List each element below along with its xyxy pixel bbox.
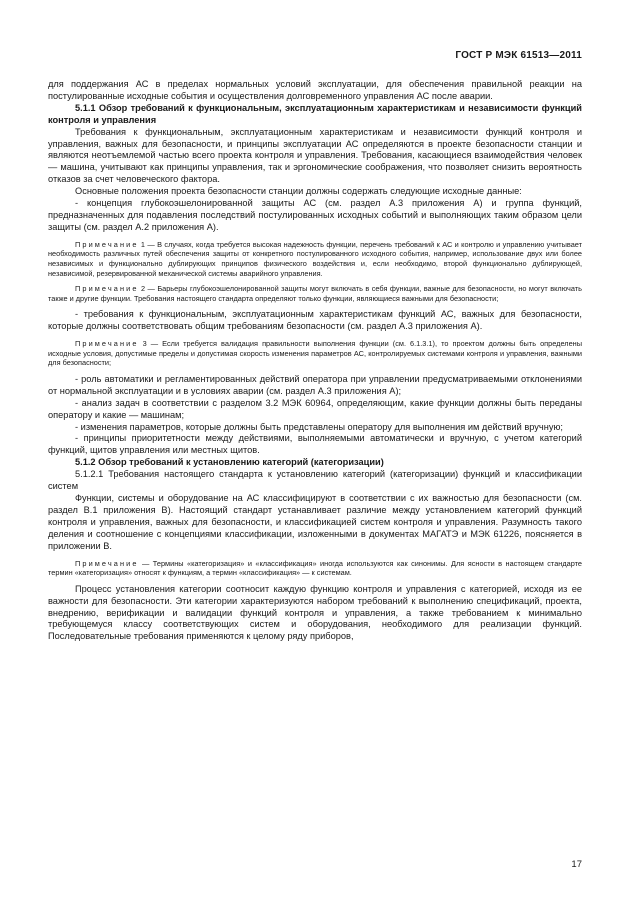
note-label: Примечание <box>75 339 139 349</box>
note-text: 1 — В случаях, когда требуется высокая надежность функции, перечень требований к АС и контролю и управлению учитывает необходимость различных путей обеспечения защиты от конкретного постулированного исходного события, например, использование двух или более независимых и функционально дублирующих принципов физического воздействия и, если необходимо, второй функционально дублирующей, независимой, резервированной механической системы аварийного управления. <box>48 239 582 278</box>
section-heading-5-1-1: 5.1.1 Обзор требований к функциональным, эксплуатационным характеристикам и независимости функций контроля и управления <box>48 102 582 125</box>
standard-header: ГОСТ Р МЭК 61513—2011 <box>455 50 582 61</box>
list-item-task-analysis: - анализ задач в соответствии с разделом 3.2 МЭК 60964, определяющим, какие функции должны быть переданы оператору и какие — машинам; <box>48 397 582 420</box>
note-label: Примечание <box>75 239 139 249</box>
paragraph-continuation: для поддержания АС в пределах нормальных условий эксплуатации, для обеспечения правильной реакции на постулированные исходные события и осуществления долговременного управления АС после аварии. <box>48 79 582 101</box>
note-1 <box>48 240 582 278</box>
page-body <box>48 79 582 643</box>
list-item-automation-role: - роль автоматики и регламентированных действий оператора при управлении предусматриваемыми отклонениями от нормальной эксплуатации и в условиях аварии (см. раздел А.3 приложения А); <box>48 373 582 396</box>
paragraph-classification: Функции, системы и оборудование на АС классифицируют в соответствии с их важностью для безопасности (см. раздел В.1 приложения В). Настоящий стандарт устанавливает различие между установлением категорий функций контроля и управления, важных для безопасности, и классификацией систем контроля и управления. Разумность такого деления и соотношение с концепциями классификации, изложенными в документах МАГАТЭ и МЭК 61226, поясняется в приложении В. <box>48 493 582 551</box>
paragraph-category-process: Процесс установления категории соотносит каждую функцию контроля и управления с категорией, исходя из ее важности для безопасности. Эти категории характеризуются набором требований к выполнению спецификаций, проекта, внедрению, верификации и валидации функций контроля и управления, а также требованием к минимально требующемуся классу соответствующих систем и оборудования, необходимого для реализации функций. Последовательные требования применяются к целому ряду приборов, <box>48 583 582 642</box>
paragraph-requirements: Требования к функциональным, эксплуатационным характеристикам и независимости функций контроля и управления, важных для безопасности, и принципы эксплуатации АС определяются в проекте безопасности станции и являются неотъемлемой частью всего проекта контроля и управления. Требования, касающиеся взаимодействия человек — машина, учитывают как принципы управления, так и эргономические соображения, что позволяет снизить вероятность отказов за счет человеческого фактора. <box>48 126 582 185</box>
list-item-parameter-changes: - изменения параметров, которые должны быть представлены оператору для выполнения им действий вручную; <box>75 421 563 432</box>
note-text: 2 — Барьеры глубокоэшелонированной защиты могут включать в себя функции, важные для безопасности, но могут включать также и другие функции. Требования настоящего стандарта определяют только функции, являющиеся важными для безопасности; <box>48 284 582 303</box>
section-heading-5-1-2: 5.1.2 Обзор требований к установлению категорий (категоризации) <box>75 457 384 468</box>
note-2 <box>48 284 582 303</box>
note-terms <box>48 559 582 578</box>
note-label: Примечание <box>75 558 139 568</box>
note-text: — Термины «категоризация» и «классификация» иногда используются как синонимы. Для ясности в настоящем стандарте термин «категоризация» относят к функциям, а термин «классификация» — к системам. <box>48 558 582 578</box>
list-item-functional-requirements: - требования к функциональным, эксплуатационным характеристикам функций АС, важных для безопасности, которые должны соответствовать общим требованиям безопасности (см. раздел А.3 приложения А). <box>48 309 582 332</box>
paragraph-5-1-2-1: 5.1.2.1 Требования настоящего стандарта к установлению категорий (категоризации) функций и классификации систем <box>48 469 582 492</box>
list-item-defense-in-depth: - концепция глубокоэшелонированной защиты АС (см. раздел А.3 приложения А) и группа функций, предназначенных для подавления последствий постулированных исходных событий и выполняющих таким образом цели защиты (см. раздел А.2 приложения А). <box>48 198 582 232</box>
page-number: 17 <box>571 859 582 870</box>
paragraph-basic-provisions: Основные положения проекта безопасности станции должны содержать следующие исходные данные: <box>75 186 522 197</box>
note-3 <box>48 339 582 368</box>
note-label: Примечание <box>75 284 139 294</box>
note-text: 3 — Если требуется валидация правильности выполнения функции (см. 6.1.3.1), то проектом должны быть определены исходные условия, допустимые пределы и допустимая скорость изменения параметров АС, контролируемых системами контроля и управления, важными для безопасности; <box>48 339 582 368</box>
list-item-priority-principles: - принципы приоритетности между действиями, выполняемыми автоматически и вручную, с учетом категорий функций, щитов управления или местных щитов. <box>48 433 582 456</box>
